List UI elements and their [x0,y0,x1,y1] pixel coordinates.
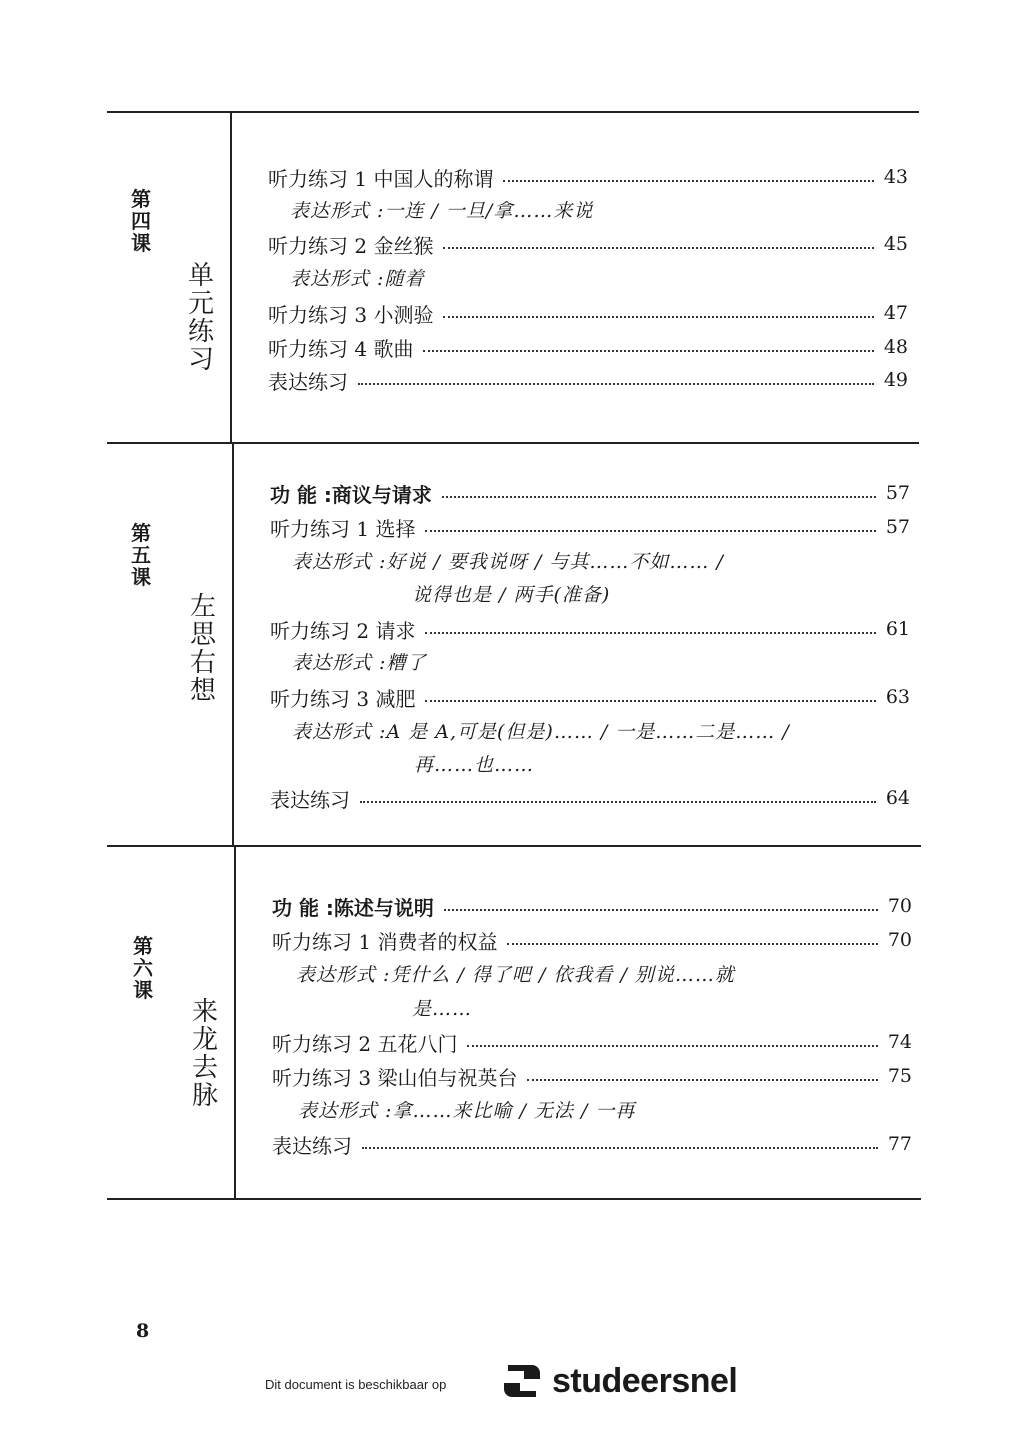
entry-label: 听力练习 2 请求 [270,618,416,643]
entry-label: 表达练习 [272,1133,352,1158]
entry-label: 听力练习 2 五花八门 [272,1031,458,1056]
entry-page: 45 [883,233,908,255]
entry-label: 听力练习 1 消费者的权益 [272,929,498,954]
column-rule-3 [234,845,236,1200]
brand-name: studeersnel [552,1361,738,1400]
toc-entry[interactable] [270,783,910,813]
expression-forms-continued: 说得也是 / 两手(准备) [412,584,611,606]
dot-leader [443,247,873,249]
dot-leader [507,943,877,945]
section-rule-top [107,111,919,113]
entry-label: 听力练习 1 中国人的称谓 [268,166,494,191]
entry-page: 75 [887,1065,912,1087]
expression-forms: 表达形式 :好说 / 要我说呀 / 与其……不如…… / [292,551,724,573]
column-rule-1 [230,111,232,444]
section-rule-2 [107,442,919,444]
toc-entry[interactable] [268,298,908,328]
dot-leader [467,1045,877,1047]
entry-page: 77 [887,1133,912,1155]
expression-forms: 表达形式 :拿……来比喻 / 无法 / 一再 [298,1100,636,1122]
toc-entry[interactable] [272,1129,912,1159]
entry-page: 63 [885,686,910,708]
entry-label: 听力练习 3 梁山伯与祝英台 [272,1065,518,1090]
dot-leader [425,632,875,634]
toc-entry[interactable] [268,365,908,395]
toc-entry[interactable] [272,925,912,955]
lesson-6-unit-title: 来龙去脉 [191,997,218,1111]
page-number: 8 [136,1320,150,1342]
entry-label: 功 能 :商议与请求 [270,482,432,507]
section-rule-3 [107,845,921,847]
studeersnel-logo-icon [498,1357,546,1405]
lesson-5-unit-title: 左思右想 [189,592,216,706]
toc-entry[interactable] [268,162,908,192]
toc-entry-function[interactable] [270,478,910,508]
entry-page: 43 [883,166,908,188]
expression-forms: 表达形式 :随着 [290,268,425,290]
dot-leader [425,530,875,532]
expression-forms-continued: 是…… [412,998,473,1020]
dot-leader [503,180,873,182]
entry-page: 49 [883,369,908,391]
dot-leader [360,801,876,803]
expression-forms: 表达形式 :凭什么 / 得了吧 / 依我看 / 别说……就 [296,964,735,986]
entry-page: 70 [887,929,912,951]
toc-entry[interactable] [268,229,908,259]
entry-label: 表达练习 [268,369,348,394]
toc-entry[interactable] [272,1027,912,1057]
lesson-6-label: 第六课 [133,934,153,1002]
lesson-4-label: 第四课 [131,187,151,255]
dot-leader [527,1079,877,1081]
entry-page: 61 [885,618,910,640]
column-rule-2 [232,442,234,847]
expression-forms: 表达形式 :一连 / 一旦/拿……来说 [290,200,594,222]
entry-label: 表达练习 [270,787,350,812]
dot-leader [443,316,873,318]
toc-entry[interactable] [270,682,910,712]
toc-entry[interactable] [268,332,908,362]
entry-label: 听力练习 4 歌曲 [268,336,414,361]
dot-leader [423,350,873,352]
entry-page: 57 [885,516,910,538]
dot-leader [362,1147,878,1149]
entry-page: 74 [887,1031,912,1053]
entry-page: 64 [885,787,910,809]
toc-entry[interactable] [272,1061,912,1091]
toc-entry[interactable] [270,512,910,542]
dot-leader [442,496,876,498]
section-rule-bottom [107,1198,921,1200]
entry-page: 47 [883,302,908,324]
entry-page: 48 [883,336,908,358]
dot-leader [425,700,875,702]
entry-label: 功 能 :陈述与说明 [272,895,434,920]
entry-label: 听力练习 2 金丝猴 [268,233,434,258]
expression-forms: 表达形式 :A 是 A,可是(但是)…… / 一是……二是…… / [292,721,790,743]
studeersnel-brand-link[interactable] [498,1357,737,1405]
entry-page: 70 [887,895,912,917]
lesson-4-unit-title: 单元练习 [187,261,214,375]
entry-label: 听力练习 1 选择 [270,516,416,541]
lesson-5-label: 第五课 [131,521,151,589]
entry-label: 听力练习 3 小测验 [268,302,434,327]
expression-forms: 表达形式 :糟了 [292,652,427,674]
dot-leader [358,383,874,385]
footer-availability-note: Dit document is beschikbaar op [265,1377,447,1392]
entry-page: 57 [885,482,910,504]
expression-forms-continued: 再……也…… [414,754,535,776]
dot-leader [444,909,878,911]
toc-entry[interactable] [270,614,910,644]
toc-entry-function[interactable] [272,891,912,921]
entry-label: 听力练习 3 减肥 [270,686,416,711]
